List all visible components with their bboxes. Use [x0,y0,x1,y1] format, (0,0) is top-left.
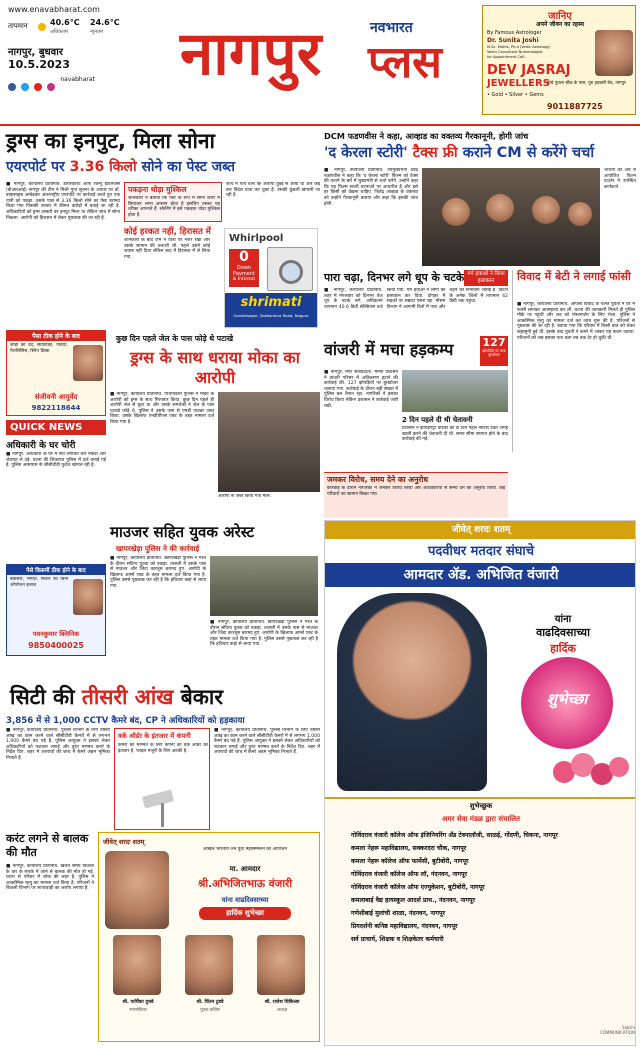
weather-label: तापमान [8,22,28,30]
ad-shop: DEV JASRAJ [487,63,571,78]
sponsor-item-9: सर्व प्राचार्य, शिक्षक व शिक्षकेतर कर्मचारी [351,936,444,943]
story-shock [6,832,96,1042]
washer-ad[interactable] [224,228,318,328]
ad-phone: 9011887725 [547,102,603,111]
drugs-box [124,182,222,222]
person-name-3: श्री. राजेश चिकित्सा [264,1000,300,1005]
drugs-box2-title: कोई हरकत नहीं, हिरासत में [124,227,211,237]
person-photo-3 [257,935,305,995]
side-ad-1-body: जोड़ों का दर्द, सायटिका, गठिया, पैरालिसिस, स्लिप डिस्क [10,343,68,354]
cctv-headline-post: बेकार [173,685,223,709]
dcm-headline [324,143,594,163]
drugs-box2-body: जानकारी के बाद टीम ने यात्री पर नजर रखी और उसके सामान की तलाशी ली. पहले उसने कोई जवाब नहीं दिया लेकिन बाद में हिरासत में ले लिया गया. [124,238,210,260]
jail-headline: ड्रग्स के साथ धराया मोका का आरोपी [130,348,300,387]
weather-box [8,17,128,39]
side-ad-1[interactable] [6,330,106,416]
arrest-kicker: खापरखेड़ा पुलिस ने की कार्रवाई [116,544,200,553]
drugs-sub-pre: एयरपोर्ट पर [6,159,70,175]
drugs-sub-post: सोने का पेस्ट जब्त [136,159,235,175]
cctv-headline-hl: तीसरी आंख [81,685,174,709]
sponsor-list [351,829,631,946]
washer-offer-l3: & Interest [232,277,256,282]
side-ad-2-clinic: पवनकुमार क्लिनिक [32,630,80,638]
person-role-1: नगरसेविका [129,1008,147,1013]
sponsor-item-8: प्रियदर्शनी कनिष्ठ महाविद्यालय, नंदनवन, नागपूर [351,923,458,930]
sponsor-item-4: गोविंदराव वंजारी कॉलेज ऑफ लॉ, नंदनवन, नागपूर [351,871,468,878]
drugs-body: ■ नागपुर, कार्यालय प्रतिनिधि. डायरेक्टरेट ऑफ रेवेन्यू इंटेलिजेंस (डीआरआई) नागपुर की टीम ने मिली गुप्त सूचना के आधार पर डॉ. बाबासाहब आंबेडकर अंतरराष्ट्रीय एयरपोर्ट पर कार्रवाई करते हुए एक यात्री को पकड़ा. उसके पास से 3.36 किलो सोने का पेस्ट बरामद किया गया जिसकी बाजार में कीमत करोड़ों में बताई जा रही है. अधिकारियों को ड्रग्स तस्करी का इनपुट मिला था लेकिन जांच में सोना निकला. आरोपी को हिरासत में लेकर पूछताछ की जा रही है. [6,182,120,221]
sponsor-item-3: कमला नेहरू कॉलेज ऑफ फार्मेसी, बुटीबोरी, नागपूर [351,858,469,865]
wanjari-photo [402,370,508,412]
shock-headline: करंट लगने से बालक की मौत [6,832,89,859]
ad-address: पांचे पुतला चौक के पास, पुरु हडबारी रोड, नागपुर [547,81,626,86]
bday-big-wish2: हार्दिक [550,642,576,655]
ad-by: By Famous Astrologer [487,30,542,36]
bday-big-yana: यांना [554,614,572,625]
sponsor-item-1: गोविंदराव वंजारी कॉलेज ऑफ इंजिनियरिंग अँड टेक्नालॉजी, साळई, गोंदणी, चिकना, नागपूर [351,832,558,839]
bday-big-credit: Sakshi COMMUNICATION [600,1025,635,1035]
bday-big-role: पदवीधर मतदार संघाचे [427,544,535,559]
washer-store-sub: Gandhisagar, Sakkardara Road, Nagpur [233,313,309,318]
temp-min: 24.6°C [90,18,120,27]
shock-body: ■ नागपुर, कार्यालय प्रतिनिधि. खेलते समय बिजली के तार के संपर्क में आने से बालक की मौत हो गई. घटना से परिसर में शोक की लहर है. पुलिस ने आकस्मिक मृत्यु का मामला दर्ज किया है. परिजनों ने बिजली विभाग पर लापरवाही का आरोप लगाया है. [6,864,94,892]
wanjari-headline: वांजरी में मचा हड़कम्प [324,340,454,359]
twitter-icon[interactable] [21,83,29,91]
quick-news-item-body: ■ नागपुर. अधिकारी के घर में सेंध लगाकर चोर नकदी और जेवरात ले उड़े. घटना की शिकायत पुलिस में दर्ज कराई गई है. पुलिस आसपास के सीसीटीवी फुटेज खंगाल रही है. [6,452,106,469]
story-heat [324,270,508,332]
person-role-2: युवक काँग्रेस [200,1008,220,1013]
arrest-headline: माउजर सहित युवक अरेस्ट [110,523,255,541]
person-role-3: अध्यक्ष [276,1008,288,1013]
side-ad-1-phone: 9822118644 [31,404,81,412]
social-icons [8,76,95,95]
sun-icon [38,23,46,31]
quick-news-title: QUICK NEWS [6,420,106,435]
story-jail [110,334,320,520]
person-name-1: श्री. पार्थिका दुधवे [122,1000,154,1005]
dcm-headline-pre: 'द केरला स्टोरी' [324,145,413,161]
bday-small-top: जीवेत् शरदः शतम् [103,838,145,846]
wanjari-sub-body: प्रशासन ने झोपड़पट्टी धारकों को दो दिन पहले नोटिस देकर जगह खाली करने की चेतावनी दी थी. समय सीमा समाप्त होने के बाद कार्रवाई की गई. [402,426,508,443]
bday-small-ma: मा. आमदार [229,865,261,873]
sponsor-item-7: गणेशीबाई मुलांची शाळा, नंदनवन, नागपूर [351,910,445,917]
jail-photo-caption: आरोपी से जब्त किया गया माल. [218,494,272,499]
cctv-box-title: वर्क ऑर्डर के इंतजार में कंपनी [118,732,191,740]
title-main: नागपुर [180,19,322,89]
wanjari-box-title: जमकर विरोध, समय देने का अनुरोध [327,475,429,484]
drugs-sub-hl: 3.36 किलो [69,159,137,175]
side-ad-1-photo [73,345,103,381]
cctv-headline [10,684,223,710]
washing-machine-icon [267,247,313,291]
drugs-headline: ड्रग्स का इनपुट, मिला सोना [6,129,216,153]
arrest-body: ■ नागपुर, कार्यालय प्रतिनिधि. खापरखेड़ा पुलिस ने गश्त के दौरान संदिग्ध युवक को पकड़ा. तलाशी में उसके पास से माउजर और जिंदा कारतूस बरामद हुए. आरोपी के खिलाफ आर्म्स एक्ट के तहत मामला दर्ज किया गया है. पुलिस उससे पूछताछ कर रही है कि हथियार कहां से लाया गया. [110,556,206,589]
instagram-icon[interactable] [47,83,55,91]
masthead [0,0,640,128]
story-cctv [6,684,320,830]
dispute-headline: विवाद में बेटी ने लगाई फांसी [517,270,631,283]
masthead-rule [0,124,640,126]
cctv-sub: 3,856 में से 1,000 CCTV कैमरे बंद, CP ने अधिकारियों को हड़काया [6,716,245,726]
arrest-body-2: ■ नागपुर, कार्यालय प्रतिनिधि. खापरखेड़ा पुलिस ने गश्त के दौरान संदिग्ध युवक को पकड़ा. तलाशी में उसके पास से माउजर और जिंदा कारतूस बरामद हुए. आरोपी के खिलाफ आर्म्स एक्ट के तहत मामला दर्ज किया गया है. पुलिस उससे पूछताछ कर रही है कि हथियार कहां से लाया गया. [210,620,318,648]
bday-big-sponsor-sub: अमर सेवा मंडळ द्वारा संचालित [442,815,520,823]
sponsor-item-6: कमलाबाई वैद्य हायस्कूल आदर्श प्राथ., नंदनवन, नागपूर [351,897,476,904]
bday-big-top-band [325,521,636,539]
title-block [180,16,460,116]
bday-big[interactable] [324,520,636,1046]
side-ad-2[interactable] [6,564,106,656]
person-photo-2 [185,935,233,995]
wanjari-badge [480,336,508,366]
bday-big-photo [337,593,487,791]
washer-offer-num: 0 [239,249,249,265]
heat-headline: पारा चढ़ा, दिनभर लगे धूप के चटके [324,271,465,284]
bday-small-wish: हार्दिक शुभेच्छा [199,907,291,920]
jail-photo [218,392,320,492]
dcm-caption: भाजपा की ओर से आयोजित फिल्म प्रदर्शन में उपस्थित कार्यकर्ता. [604,168,636,190]
drugs-subhead [6,158,235,176]
bday-big-name: आमदार ॲड. अभिजित वंजारी [403,567,559,583]
date: 10.5.2023 [8,58,70,71]
ad-appointment: for Appointment Call : [487,55,527,59]
title-small: नवभारत [370,20,413,36]
site-url[interactable]: www.enavabharat.com [8,5,100,14]
wanjari-badge-num: 127 [482,336,506,349]
astrologer-photo [595,30,633,76]
person-photo-1 [113,935,161,995]
astrology-ad[interactable] [482,5,636,115]
wanjari-box [324,472,508,518]
wanjari-sub: 2 दिन पहले दी थी चेतावनी [402,416,473,424]
side-ad-2-title: पैसे किसमीं ठीक होने के बाद [7,565,105,575]
cctv-col3: ■ नागपुर, कार्यालय प्रतिनिधि. पुलिस विभाग के लिए तीसरी आंख का काम करने वाले सीसीटीवी कैमरों में से लगभग 1,000 कैमरे बंद पड़े हैं. पुलिस आयुक्त ने इसको लेकर अधिकारियों को फटकार लगाई और तुरंत मरम्मत करने के निर्देश दिए. शहर में अपराधों की जांच में कैमरे अहम भूमिका निभाते हैं. [214,728,320,756]
side-ad-1-title: पैसा ठीक होने के बाद [7,331,105,341]
dcm-photo [422,168,600,266]
dcm-headline-hl: टैक्स फ्री [412,145,458,161]
bday-big-sponsor-title: शुभेच्छुक [469,802,493,810]
quick-news-item-title: अधिकारी के घर चोरी [6,441,76,451]
sponsor-item-2: कमला नेहरू महाविद्यालय, सक्करदरा चौक, नागपूर [351,845,467,852]
bday-small-photo [105,851,169,929]
cctv-box-body: कैमरों की मरम्मत के लिए कंपनी को वर्क ऑर्डर का इंतजार है. फाइल मंजूरी के लिए अटकी है. [118,743,208,754]
social-handle[interactable]: navabharat [60,76,95,83]
cctv-camera-icon [139,787,187,827]
story-dcm [324,128,636,268]
ad-line1: जानिए [548,11,572,22]
bday-small-line: अखिल भारतीय जैन युवा महासम्मेलन का आयोजन [203,847,287,852]
bday-big-wish: वाढदिवसाच्या [536,626,590,639]
bday-small-name: श्री.अभिजितभाऊ वंजारी [197,878,293,890]
washer-offer-l2: Payment [233,271,255,277]
youtube-icon[interactable] [34,83,42,91]
side-ad-2-body: बवासीर, भगंदर, फिशर का बिना ऑपरेशन इलाज [10,577,68,588]
heat-body: ■ नागपुर, कार्यालय प्रतिनिधि. शहर में मंगलवार को दिनभर तेज धूप के चटके लगे. अधिकतम तापमान 40.6 डिग्री सेल्सियस दर्ज किया गया. गर्म हवाओं ने लोगों को हलाकान कर दिया. दोपहर में सड़कों पर सन्नाटा पसरा रहा. मौसम विभाग ने आगामी दिनों में पारा और चढ़ने की संभावना जताई है. विदर्भ के अनेक जिलों में तापमान 42 डिग्री तक पहुंचा. [324,288,508,310]
heat-tag: गर्म हवाओं ने किया हलाकान [464,270,508,286]
sponsor-item-5: गोविंदराव वंजारी कॉलेज ऑफ एज्युकेशन, बुटीबोरी, नागपूर [351,884,485,891]
facebook-icon[interactable] [8,83,16,91]
cctv-headline-pre: सिटी की [10,685,82,709]
cctv-box [114,728,210,830]
side-ad-2-photo [73,579,103,615]
drugs-box-body: जानकारों ने बताया कि पेस्ट के रूप में सोना शरीर में छिपाकर लाना आसान होता है इसलिए तस्कर यह तरीका अपनाते हैं. स्कैनिंग में इसे पकड़ना थोड़ा मुश्किल होता है. [128,196,220,218]
roses-decoration [553,751,633,795]
drugs-col3: जांच में पता चला कि आरोपी दुबई से आया था और कई बार विदेश यात्रा कर चुका है. उसकी कुंडली खंगाली जा रही है. [226,182,320,199]
temp-max-label: अधिकतम [50,29,68,35]
bday-big-sponsor-box [325,797,636,1041]
bday-small-yana: यांना वाढदिवसाच्या [221,896,269,904]
arrest-photo [210,556,318,616]
ad-items: • Gold • Silver • Gems [487,92,544,98]
dcm-headline-post: कराने CM से करेंगे चर्चा [457,145,595,161]
cctv-body: ■ नागपुर, कार्यालय प्रतिनिधि. पुलिस विभाग के लिए तीसरी आंख का काम करने वाले सीसीटीवी कैमरों में से लगभग 1,000 कैमरे बंद पड़े हैं. पुलिस आयुक्त ने इसको लेकर अधिकारियों को फटकार लगाई और तुरंत मरम्मत करने के निर्देश दिए. शहर में अपराधों की जांच में कैमरे अहम भूमिका निभाते हैं. [6,728,110,761]
drugs-box-title: पकड़ना थोड़ा मुश्किल [128,185,187,194]
ad-consult: Vastu Consultant Numerologist [487,50,543,54]
dispute-body: ■ नागपुर, कार्यालय प्रतिनिधि. आपसी विवाद के चलते युवती ने घर में फांसी लगाकर आत्महत्या कर ली. घटना की जानकारी मिलते ही पुलिस मौके पर पहुंची और शव को पोस्टमार्टम के लिए भेजा. पुलिस ने आकस्मिक मृत्यु का मामला दर्ज कर जांच शुरू की है. परिजनों से पूछताछ की जा रही है. बताया गया कि परिवार में किसी बात को लेकर कहासुनी हुई थी. इसके बाद युवती ने कमरे में जाकर यह कदम उठाया. परिजनों को जब इसका पता चला तब तक देर हो चुकी थी. [517,302,635,341]
bday-small[interactable] [98,832,320,1042]
temp-max: 40.6°C [50,18,80,27]
ad-quals: M.Sc. Maths, Ph.d (Vedic Astrology) [487,45,551,49]
side-ad-2-phone: 9850400025 [28,641,84,650]
side-ad-1-clinic: संजीवनी आयुर्वेद [34,393,78,401]
washer-offer [229,249,259,287]
bday-big-shubh: शुभेच्छा [546,690,588,708]
quick-news [6,420,106,560]
ad-line2: अपने जीवन का रहस्य [536,21,584,28]
bday-big-name-band [325,563,636,587]
wanjari-badge-text: झोपड़ियों पर चला बुलडोजर [482,349,506,358]
dcm-kicker: DCM फडणवीस ने कहा, आव्हाड का वक्तव्य गैरकानूनी, होगी जांच [324,131,529,141]
bday-big-shubh-badge [521,657,613,749]
wanjari-box-body: कार्रवाई के दौरान नागरिकों ने जमकर विरोध किया और अधिकारियों से समय देने का अनुरोध किया. कई परिवारों का सामान बिखर गया. [327,486,505,497]
story-dispute [512,270,636,452]
person-name-2: श्री. चिंतन टुडवे [196,1000,224,1005]
jail-kicker: कुछ दिन पहले जेल के पास फोड़े थे पटाखे [116,334,234,343]
washer-store-name: shrimati [240,295,302,310]
ad-name: Dr. Sunita Joshi [487,37,539,44]
title-plus: प्लस [368,37,442,88]
washer-brand: Whirlpool [229,233,284,244]
bday-big-top: जीवेत् शरदः शतम् [451,525,511,535]
jail-body: ■ नागपुर, कार्यालय प्रतिनिधि. पांचपावली पुलिस ने मोका के आरोपी को ड्रग्स के साथ गिरफ्तार किया. कुछ दिन पहले ही आरोपी जेल से छूटा था और उसके समर्थकों ने जेल के पास पटाखे फोड़े थे. पुलिस ने उसके पास से एमडी पाउडर जब्त किया. उसके खिलाफ एनडीपीएस एक्ट के तहत मामला दर्ज किया गया है. [110,392,214,425]
bday-small-persons [103,935,317,1039]
dcm-body: ■ नागपुर, कार्यालय प्रतिनिधि. उपमुख्यमंत्री देवेंद्र फडणवीस ने कहा कि 'द केरला स्टोरी' फिल्म को टैक्स फ्री कराने के बारे में मुख्यमंत्री से चर्चा करेंगे. उन्होंने कहा कि यह फिल्म सच्ची घटनाओं पर आधारित है और इसे हर किसी को देखना चाहिए. जितेंद्र आव्हाड के वक्तव्य को उन्होंने गैरकानूनी बताया और कहा कि इसकी जांच होगी. [324,168,418,207]
wanjari-body: ■ नागपुर, नगर संवाददाता. मनपा प्रशासन ने वांजरी परिसर में अतिक्रमण हटाने की कार्रवाई की. 127 झोपड़ियों पर बुलडोजर चलाया गया. कार्रवाई के दौरान बड़ी संख्या में पुलिस बल तैनात रहा. नागरिकों ने इसका विरोध किया लेकिन प्रशासन ने कार्रवाई जारी रखी. [324,370,398,409]
story-wanjari [324,334,508,518]
temp-min-label: न्यूनतम [90,29,103,35]
washer-store [225,293,317,327]
city-day: नागपुर, बुधवार [8,47,63,58]
washer-offer-l1: Down [236,265,252,271]
ad-shop2: JEWELLERS [487,78,550,89]
story-arrest [110,522,318,682]
